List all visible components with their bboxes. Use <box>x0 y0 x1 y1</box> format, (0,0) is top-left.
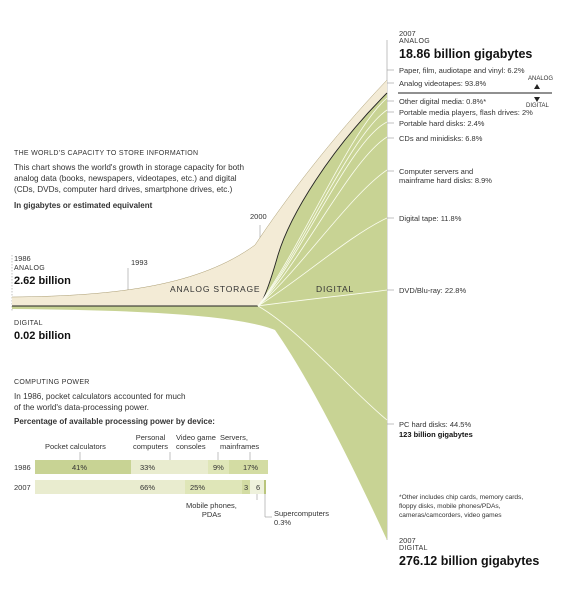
label-super <box>274 509 329 527</box>
label-dvd: DVD/Blu-ray: 22.8% <box>399 286 467 295</box>
year-1993-label: 1993 <box>131 258 148 267</box>
bottom-digital-word: DIGITAL <box>399 545 428 552</box>
label-pc-hard: PC hard disks: 44.5% <box>399 420 472 429</box>
header-servers-1: Servers, <box>220 433 248 442</box>
units-label: In gigabytes or estimated equivalent <box>14 201 153 210</box>
label-digital-tape: Digital tape: 11.8% <box>399 214 462 223</box>
computing-subhead: Percentage of available processing power by device: <box>14 417 215 426</box>
label-pc-value: 123 billion gigabytes <box>399 430 473 439</box>
val-2007-mobile: 6 <box>256 483 261 492</box>
header-servers-2: mainframes <box>220 442 260 451</box>
description-line-1: This chart shows the world's growth in storage capacity for both <box>14 163 245 172</box>
computing-heading: COMPUTING POWER <box>14 379 90 386</box>
header-pc-2: computers <box>133 442 169 451</box>
val-1986-vg: 9% <box>213 463 224 472</box>
computing-line-1: In 1986, pocket calculators accounted for much <box>14 392 186 401</box>
bar-2007-pc <box>35 480 185 494</box>
bottom-digital-value: 276.12 billion gigabytes <box>399 554 540 568</box>
digital-arrow-icon <box>534 97 540 102</box>
header-vg-2: consoles <box>176 442 206 451</box>
val-1986-pc: 33% <box>140 463 156 472</box>
footnote-line-2: floppy disks, mobile phones/PDAs, <box>399 503 501 510</box>
left-analog-value: 2.62 billion <box>14 275 71 287</box>
bottom-year: 2007 <box>399 536 416 545</box>
header-pc <box>133 433 168 451</box>
digital-area-label: DIGITAL <box>316 284 355 294</box>
label-analog-video: Analog videotapes: 93.8% <box>399 79 487 88</box>
left-analog-word: ANALOG <box>14 265 45 272</box>
label-mobile <box>186 501 237 519</box>
computing-description <box>14 391 186 413</box>
year-1986-label: 1986 <box>14 254 31 263</box>
val-2007-vg: 25% <box>190 483 206 492</box>
row-1986-label: 1986 <box>14 463 31 472</box>
bar-2007-super <box>264 480 266 494</box>
footnote-line-3: cameras/camcorders, video games <box>399 512 502 519</box>
val-2007-pc: 66% <box>140 483 156 492</box>
label-paper: Paper, film, audiotape and vinyl: 6.2% <box>399 66 525 75</box>
label-portable-hard: Portable hard disks: 2.4% <box>399 119 485 128</box>
description-line-2: analog data (books, newspapers, videotapes, etc.) and digital <box>14 174 237 183</box>
left-digital-value: 0.02 billion <box>14 330 71 342</box>
footnote-line-1: *Other includes chip cards, memory cards, <box>399 494 524 501</box>
left-digital-word: DIGITAL <box>14 320 43 327</box>
chart-description <box>14 162 244 195</box>
label-mobile-2: PDAs <box>201 510 222 519</box>
header-pc-1: Personal <box>135 433 166 442</box>
header-calculators: Pocket calculators <box>45 442 106 451</box>
top-analog-value: 18.86 billion gigabytes <box>399 47 533 61</box>
chart-heading: THE WORLD'S CAPACITY TO STORE INFORMATION <box>14 150 199 157</box>
label-servers-1: Computer servers and <box>399 167 474 176</box>
label-super-1: Supercomputers <box>274 509 330 518</box>
description-line-3: (CDs, DVDs, computer hard drives, smartphone drives, etc.) <box>14 185 233 194</box>
label-mobile-1: Mobile phones, <box>186 501 237 510</box>
computing-line-2: of the world's data-processing power. <box>14 403 149 412</box>
header-vg-1: Video game <box>176 433 216 442</box>
analog-arrow-icon <box>534 84 540 89</box>
row-2007-label: 2007 <box>14 483 31 492</box>
top-year: 2007 <box>399 29 416 38</box>
analog-arrow-label: ANALOG <box>528 76 554 82</box>
header-servers <box>220 433 259 451</box>
label-super-2: 0.3% <box>274 518 292 527</box>
label-servers-2: mainframe hard disks: 8.9% <box>399 176 492 185</box>
right-ticks <box>387 70 394 424</box>
label-portable-players: Portable media players, flash drives: 2% <box>399 108 533 117</box>
digital-arrow-label: DIGITAL <box>526 103 549 109</box>
val-1986-calc: 41% <box>72 463 88 472</box>
val-2007-sv: 3 <box>244 483 249 492</box>
top-analog-word: ANALOG <box>399 38 430 45</box>
header-vg <box>176 433 216 451</box>
label-other-digital: Other digital media: 0.8%* <box>399 97 487 106</box>
label-cds: CDs and minidisks: 6.8% <box>399 134 483 143</box>
year-2000-label: 2000 <box>250 212 267 221</box>
analog-storage-label: ANALOG STORAGE <box>170 284 261 294</box>
footnote <box>399 493 523 520</box>
val-1986-sv: 17% <box>243 463 259 472</box>
